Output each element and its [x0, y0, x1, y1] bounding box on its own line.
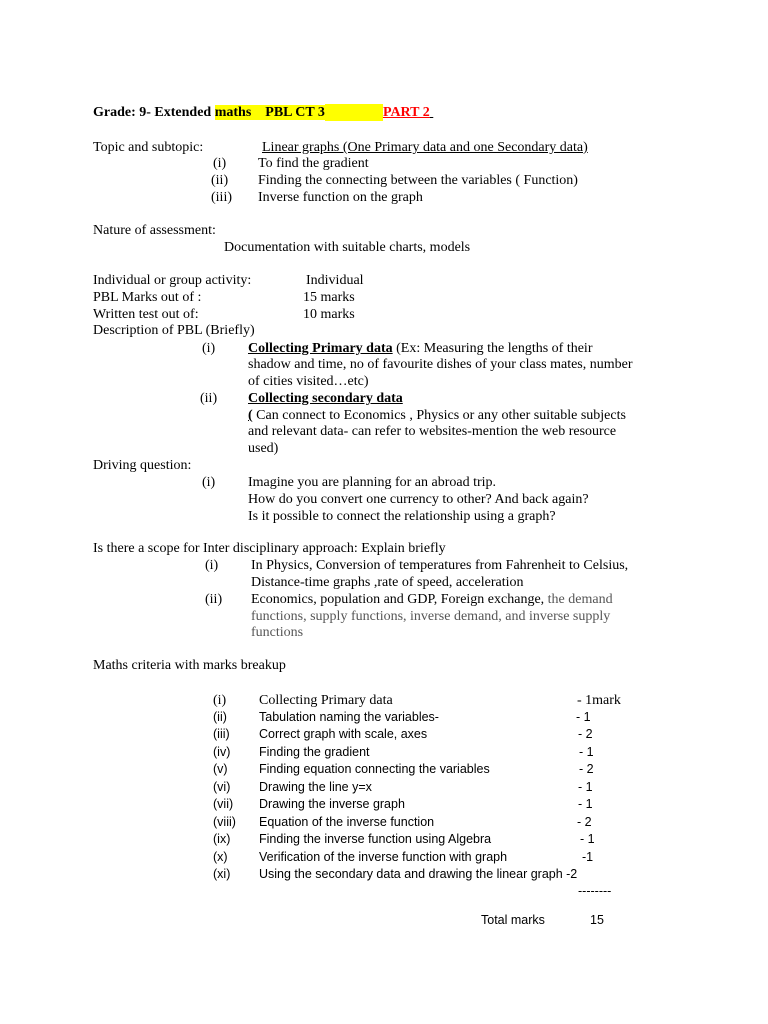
- description-item-line: [248, 407, 626, 424]
- criteria-text: Correct graph with scale, axes: [259, 727, 428, 741]
- description-item-line: [248, 340, 592, 357]
- criteria-marks: - 1: [579, 745, 594, 759]
- criteria-text: Drawing the inverse graph: [259, 797, 405, 811]
- nature-value: Documentation with suitable charts, models: [224, 240, 471, 255]
- driving-line: Imagine you are planning for an abroad trip.: [248, 475, 497, 490]
- scope-demand: the demand: [547, 592, 613, 607]
- criteria-num: (vi): [213, 780, 231, 794]
- criteria-num: (iii): [213, 727, 230, 741]
- header-part: PART 2: [382, 105, 430, 120]
- header-spacer: [251, 105, 265, 120]
- written-test-value: 10 marks: [303, 307, 355, 322]
- primary-data-title: Collecting Primary data: [248, 341, 393, 356]
- topic-item-text: Inverse function on the graph: [258, 190, 423, 205]
- scope-line: [251, 591, 613, 608]
- description-item-line: and relevant data- can refer to websites-mention the web resource: [248, 424, 617, 439]
- description-item-num: (i): [202, 341, 216, 356]
- description-item-line: of cities visited…etc): [248, 374, 369, 389]
- secondary-paren: (: [248, 408, 253, 423]
- scope-line: Distance-time graphs ,rate of speed, acceleration: [251, 575, 524, 590]
- topic-item-num: (iii): [211, 190, 232, 205]
- total-marks-value: 15: [590, 913, 604, 927]
- criteria-text: Finding equation connecting the variables: [259, 762, 490, 776]
- scope-line: In Physics, Conversion of temperatures from Fahrenheit to Celsius,: [251, 558, 629, 573]
- description-item-line: used): [248, 441, 279, 456]
- criteria-text: Drawing the line y=x: [259, 780, 372, 794]
- pbl-marks-value: 15 marks: [303, 290, 355, 305]
- criteria-marks: - 1: [580, 832, 595, 846]
- description-item-line: shadow and time, no of favourite dishes of your class mates, number: [248, 357, 633, 372]
- total-marks-label: Total marks: [481, 913, 545, 927]
- scope-item-num: (ii): [205, 592, 223, 607]
- criteria-num: (iv): [213, 745, 231, 759]
- criteria-text: Equation of the inverse function: [259, 815, 435, 829]
- criteria-text: Using the secondary data and drawing the linear graph -2: [259, 867, 578, 881]
- driving-line: How do you convert one currency to other? And back again?: [248, 492, 589, 507]
- scope-item-num: (i): [205, 558, 219, 573]
- criteria-text: Verification of the inverse function with graph: [259, 850, 508, 864]
- criteria-text: Finding the inverse function using Algebra: [259, 832, 492, 846]
- criteria-num: (v): [213, 762, 228, 776]
- criteria-marks: - 1: [576, 710, 591, 724]
- criteria-num: (ii): [213, 710, 227, 724]
- criteria-num: (i): [213, 693, 227, 708]
- activity-value: Individual: [306, 273, 364, 288]
- criteria-marks: - 2: [577, 815, 592, 829]
- header-line: [93, 104, 476, 121]
- criteria-num: (ix): [213, 832, 231, 846]
- topic-label: Topic and subtopic:: [93, 140, 204, 155]
- criteria-num: (x): [213, 850, 228, 864]
- criteria-marks: - 1: [578, 780, 593, 794]
- nature-label: Nature of assessment:: [93, 223, 216, 238]
- driving-line: Is it possible to connect the relationship using a graph?: [248, 509, 556, 524]
- criteria-num: (xi): [213, 867, 231, 881]
- scope-line: functions: [251, 625, 304, 640]
- criteria-text: Finding the gradient: [259, 745, 370, 759]
- criteria-num: (vii): [213, 797, 234, 811]
- secondary-data-text: Can connect to Economics , Physics or any other suitable subjects: [252, 408, 626, 423]
- description-item-num: (ii): [200, 391, 218, 406]
- header-grade: Grade: 9- Extended: [93, 105, 215, 120]
- written-test-label: Written test out of:: [93, 307, 199, 322]
- criteria-marks: - 2: [578, 727, 593, 741]
- activity-label: Individual or group activity:: [93, 273, 252, 288]
- pbl-marks-label: PBL Marks out of :: [93, 290, 202, 305]
- criteria-rule: --------: [578, 884, 612, 898]
- criteria-marks: - 1: [578, 797, 593, 811]
- scope-economics: Economics, population and GDP, Foreign exchange,: [251, 592, 548, 607]
- topic-item-text: Finding the connecting between the variables ( Function): [258, 173, 578, 188]
- topic-item-num: (ii): [211, 173, 229, 188]
- driving-label: Driving question:: [93, 458, 192, 473]
- scope-label: Is there a scope for Inter disciplinary approach: Explain briefly: [93, 541, 446, 556]
- header-gap: [325, 104, 383, 121]
- header-pbl: PBL CT 3: [265, 105, 325, 120]
- topic-item-text: To find the gradient: [258, 156, 369, 171]
- topic-value: Linear graphs (One Primary data and one Secondary data): [262, 140, 588, 155]
- topic-item-num: (i): [213, 156, 227, 171]
- header-maths: maths: [214, 105, 252, 120]
- header-trail: [430, 104, 476, 121]
- criteria-marks: - 1mark: [577, 693, 621, 708]
- primary-data-text: (Ex: Measuring the lengths of their: [392, 341, 593, 356]
- secondary-data-title: Collecting secondary data: [248, 391, 403, 406]
- criteria-marks: - 2: [579, 762, 594, 776]
- scope-line: functions, supply functions, inverse demand, and inverse supply: [251, 609, 611, 624]
- criteria-text: Collecting Primary data: [259, 693, 393, 708]
- criteria-text: Tabulation naming the variables-: [259, 710, 439, 724]
- criteria-marks: -1: [582, 850, 594, 864]
- criteria-num: (viii): [213, 815, 236, 829]
- driving-item-num: (i): [202, 475, 216, 490]
- criteria-label: Maths criteria with marks breakup: [93, 658, 286, 673]
- description-label: Description of PBL (Briefly): [93, 323, 255, 338]
